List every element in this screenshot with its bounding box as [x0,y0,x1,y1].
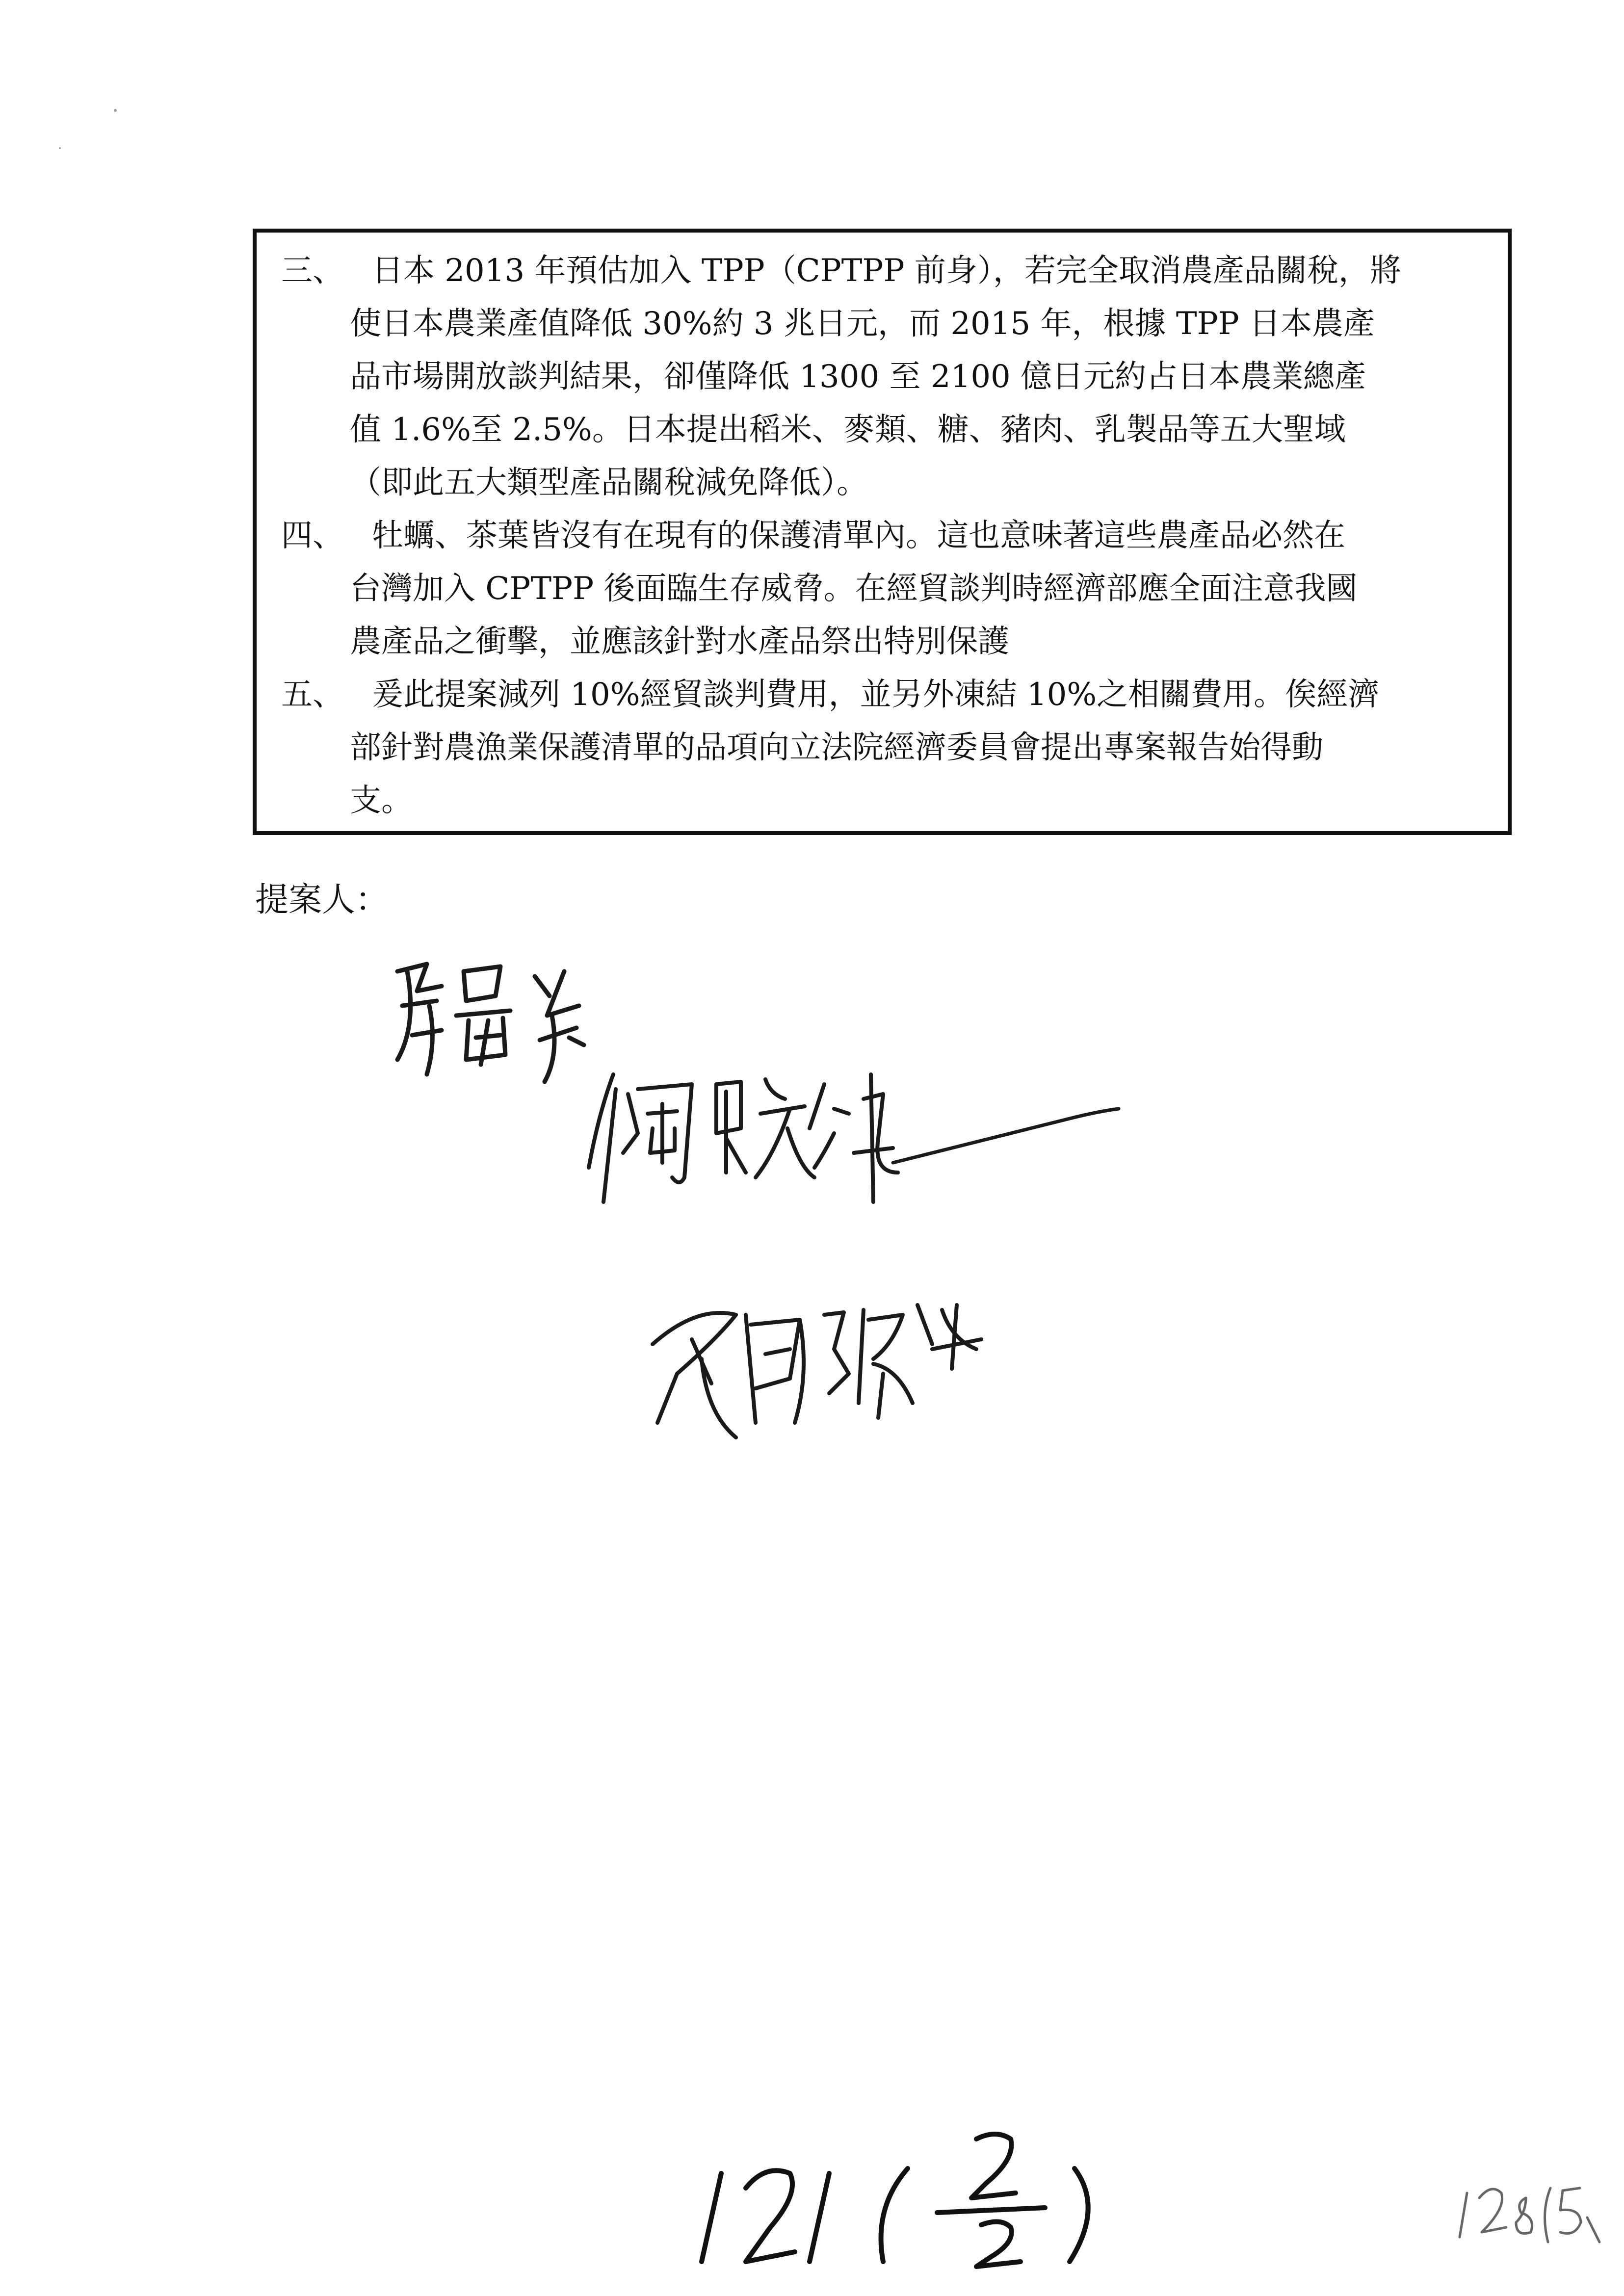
proposal-item-5 [281,668,1491,827]
item-number: 四、 [281,518,344,554]
item-line: 支。 [350,783,413,819]
item-line: 日本 2013 年預估加入 TPP（CPTPP 前身），若完全取消農產品關稅，將 [372,253,1401,289]
scan-speck [114,109,117,112]
signature-2 [579,1055,1128,1231]
item-number: 五、 [281,677,344,713]
proposer-label: 提案人： [255,881,389,919]
item-line: 台灣加入 CPTPP 後面臨生存威脅。在經貿談判時經濟部應全面注意我國 [350,571,1358,607]
item-line: 使日本農業產值降低 30%約 3 兆日元，而 2015 年，根據 TPP 日本農產 [350,306,1375,342]
item-line: 爰此提案減列 10%經貿談判費用，並另外凍結 10%之相關費用。俟經濟 [372,677,1380,713]
item-line: 值 1.6%至 2.5%。日本提出稻米、麥類、糖、豬肉、乳製品等五大聖域 [350,412,1346,448]
item-line: （即此五大類型產品關稅減免降低）。 [350,465,868,501]
proposal-item-4 [281,509,1491,668]
archive-number [1452,2164,1619,2254]
scan-speck [59,147,61,149]
item-line: 牡蠣、茶葉皆沒有在現有的保護清單內。這也意味著這些農產品必然在 [372,518,1345,554]
proposal-item-3 [281,244,1491,509]
signature-3 [638,1276,991,1457]
item-line: 品市場開放談判結果，卻僅降低 1300 至 2100 億日元約占日本農業總產 [350,359,1366,395]
item-line: 農產品之衝擊，並應該針對水產品祭出特別保護 [350,624,1009,660]
handwritten-page-number [692,2119,1143,2278]
proposal-box [253,229,1512,835]
item-number: 三、 [281,253,344,289]
item-line: 部針對農漁業保護清單的品項向立法院經濟委員會提出專案報告始得動 [350,730,1323,766]
signature-1 [383,942,608,1089]
